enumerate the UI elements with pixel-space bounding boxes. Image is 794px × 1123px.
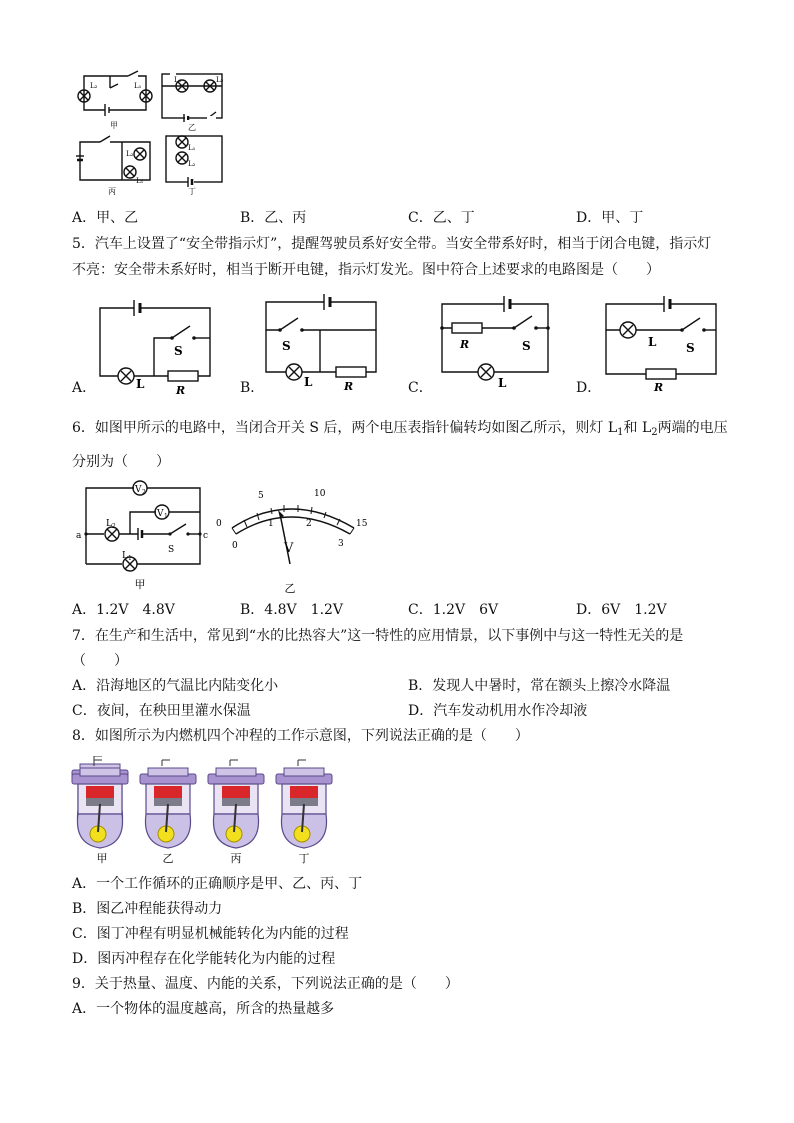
svg-text:L: L <box>498 376 507 390</box>
svg-text:S: S <box>522 339 531 353</box>
q8-label-yi: 乙 <box>162 852 174 865</box>
q8-label-jia: 甲 <box>96 852 108 865</box>
svg-text:S: S <box>686 341 695 355</box>
svg-text:L₁: L₁ <box>136 177 144 185</box>
svg-text:R: R <box>344 380 354 393</box>
q6-voltmeter-yi-figure <box>214 482 374 598</box>
q7-stem-line2: （ ） <box>72 653 128 669</box>
svg-text:L: L <box>136 377 145 391</box>
q4-label-yi: 乙 <box>188 123 196 132</box>
q7-option-c: C．夜间，在秧田里灌水保温 <box>72 703 251 719</box>
q9-option-a: A．一个物体的温度越高，所含的热量越多 <box>72 1001 335 1017</box>
svg-text:0: 0 <box>216 519 222 529</box>
q4-circuit-jia <box>78 71 152 116</box>
engine-bing <box>208 760 264 848</box>
q6-stem-line2: 分别为（ ） <box>72 454 170 470</box>
q4-label-jia: 甲 <box>110 121 118 130</box>
q6-option-d: D．6V 1.2V <box>576 602 667 618</box>
svg-text:1: 1 <box>164 513 168 520</box>
q7-option-a: A．沿海地区的气温比内陆变化小 <box>72 678 279 694</box>
svg-text:1: 1 <box>268 519 274 529</box>
q4-label-bing: 丙 <box>108 187 116 196</box>
svg-text:3: 3 <box>338 539 344 549</box>
q5-circuits-figure <box>90 290 730 396</box>
svg-text:5: 5 <box>258 491 264 501</box>
svg-text:L₁: L₁ <box>174 76 182 84</box>
engine-ding <box>276 760 332 848</box>
svg-text:15: 15 <box>356 519 368 529</box>
q5-option-b-letter: B． <box>240 380 265 396</box>
svg-text:10: 10 <box>314 489 326 499</box>
svg-text:2: 2 <box>112 523 116 530</box>
svg-text:S: S <box>168 545 175 555</box>
svg-text:V: V <box>157 509 164 519</box>
q5-stem-line1: 5．汽车上设置了“安全带指示灯”，提醒驾驶员系好安全带。当安全带系好时，相当于闭合电键，指示灯 <box>72 236 712 252</box>
q6-option-c: C．1.2V 6V <box>408 602 499 618</box>
q8-engine-strokes-figure <box>64 756 344 866</box>
q9-stem-line1: 9．关于热量、温度、内能的关系，下列说法正确的是（ ） <box>72 976 459 992</box>
q7-option-d: D．汽车发动机用水作冷却液 <box>408 703 588 719</box>
q6-fig-caption-jia: 甲 <box>134 578 146 591</box>
svg-text:0: 0 <box>232 541 238 551</box>
q5-circuit-c <box>440 296 550 390</box>
svg-text:S: S <box>282 339 291 353</box>
q8-label-ding: 丁 <box>298 852 310 865</box>
svg-text:L₂: L₂ <box>126 150 134 158</box>
q4-circuit-bing <box>76 136 150 185</box>
q4-option-a: A．甲、乙 <box>72 210 139 226</box>
q7-option-b: B．发现人中暑时，常在额头上擦冷水降温 <box>408 678 671 694</box>
q5-stem-line2: 不亮：安全带未系好时，相当于断开电键，指示灯发光。图中符合上述要求的电路图是（ ） <box>72 262 660 278</box>
q5-circuit-a <box>100 300 210 396</box>
svg-text:R: R <box>176 384 186 396</box>
q6-option-b: B．4.8V 1.2V <box>240 602 344 618</box>
svg-text:L₁: L₁ <box>188 144 196 152</box>
q4-circuits-figure <box>70 62 230 202</box>
svg-text:L: L <box>304 375 313 389</box>
q6-circuit-jia-figure <box>74 478 214 594</box>
svg-text:L₂: L₂ <box>188 160 196 168</box>
svg-text:L₂: L₂ <box>216 76 224 84</box>
q5-circuit-b <box>266 294 376 393</box>
q4-option-b: B．乙、丙 <box>240 210 307 226</box>
svg-text:V: V <box>135 485 142 495</box>
q4-option-c: C．乙、丁 <box>408 210 475 226</box>
svg-text:1: 1 <box>128 555 132 562</box>
q5-circuit-d <box>606 296 716 394</box>
q4-label-ding: 丁 <box>188 187 196 196</box>
q5-option-c-letter: C． <box>408 380 433 396</box>
svg-text:L: L <box>106 519 112 529</box>
svg-text:2: 2 <box>306 519 312 529</box>
q8-option-b: B．图乙冲程能获得动力 <box>72 901 223 917</box>
svg-text:L₁: L₁ <box>134 82 142 90</box>
svg-text:S: S <box>174 344 183 358</box>
svg-text:L: L <box>648 335 657 349</box>
q8-option-a: A．一个工作循环的正确顺序是甲、乙、丙、丁 <box>72 876 363 892</box>
q8-option-c: C．图丁冲程有明显机械能转化为内能的过程 <box>72 926 349 942</box>
svg-text:L: L <box>122 551 128 561</box>
engine-jia <box>72 760 128 848</box>
q4-option-d: D．甲、丁 <box>576 210 644 226</box>
q6-stem-line1: 6．如图甲所示的电路中，当闭合开关 S 后，两个电压表指针偏转均如图乙所示，则灯 $L_1$和 $L_2$两端的电压 <box>72 420 728 438</box>
svg-text:2: 2 <box>142 489 146 496</box>
svg-text:a: a <box>76 531 82 541</box>
q8-label-bing: 丙 <box>230 852 242 865</box>
svg-text:c: c <box>203 531 209 541</box>
q4-circuit-yi <box>162 69 224 122</box>
engine-yi <box>140 760 196 848</box>
svg-text:R: R <box>654 381 664 394</box>
q7-stem-line1: 7．在生产和生活中，常见到“水的比热容大”这一特性的应用情景，以下事例中与这一特性无关的是 <box>72 628 684 644</box>
q6-fig-caption-yi: 乙 <box>284 582 296 595</box>
q4-circuit-ding <box>166 136 222 187</box>
q8-stem-line1: 8．如图所示为内燃机四个冲程的工作示意图，下列说法正确的是（ ） <box>72 728 529 744</box>
svg-text:L₂: L₂ <box>90 82 98 90</box>
svg-text:R: R <box>460 338 470 351</box>
svg-text:V: V <box>284 541 294 556</box>
q5-option-d-letter: D． <box>576 380 602 396</box>
q8-option-d: D．图丙冲程存在化学能转化为内能的过程 <box>72 951 336 967</box>
q5-option-a-letter: A． <box>72 380 97 396</box>
q6-option-a: A．1.2V 4.8V <box>72 602 175 618</box>
